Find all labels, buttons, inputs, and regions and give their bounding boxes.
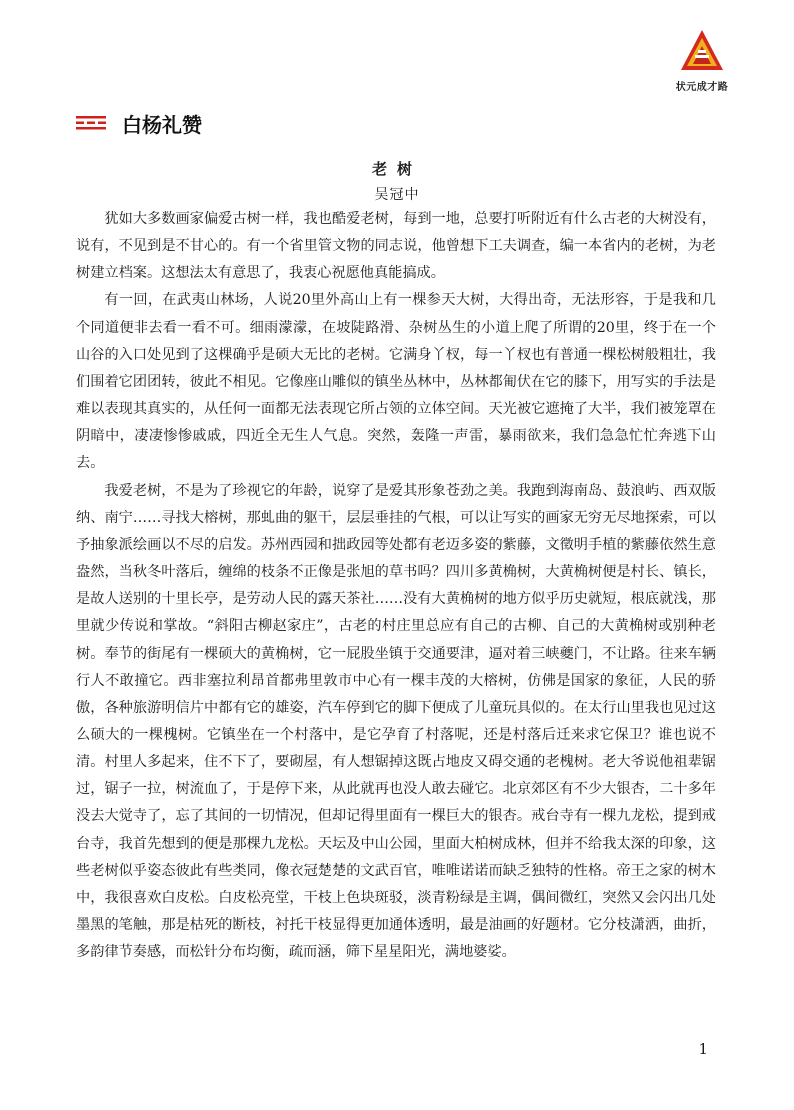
section-header <box>76 110 202 136</box>
paragraph: 我爱老树，不是为了珍视它的年龄，说穿了是爱其形象苍劲之美。我跑到海南岛、鼓浪屿、西双版纳、南宁……寻找大榕树，那虬曲的躯干，层层垂挂的气根，可以让写实的画家无穷无尽地探索，可以予抽象派绘画以不尽的启发。苏州西园和拙政园等处都有老迈多姿的紫藤，文徵明手植的紫藤依然生意盎然，当秋冬叶落后，缠绵的枝条不正像是张旭的草书吗？四川多黄桷树，大黄桷树便是村长、镇长，是故人送别的十里长亭，是劳动人民的露天茶社……没有大黄桷树的地方似乎历史就短，根底就浅，那里就少传说和掌故。“斜阳古柳赵家庄”，古老的村庄里总应有自己的古柳、自己的大黄桷树或别种老树。奉节的街尾有一棵硕大的黄桷树，它一屁股坐镇于交通要津，逼对着三峡夔门，不让路。往来车辆行人不敢撞它。西非塞拉利昂首都弗里敦市中心有一棵丰茂的大榕树，仿佛是国家的象征，人民的骄傲，各种旅游明信片中都有它的雄姿，汽车停到它的脚下便成了儿童玩具似的。在太行山里我也见过这么硕大的一棵槐树。它镇坐在一个村落中，是它孕育了村落呢，还是村落后迁来求它保卫？谁也说不清。村里人多起来，住不下了，要砌屋，有人想锯掉这既占地皮又碍交通的老槐树。老大爷说他祖辈锯过，锯子一拉，树流血了，于是停下来，从此就再也没人敢去碰它。北京郊区有不少大银杏，二十多年没去大觉寺了，忘了其间的一切情况，但却记得里面有一棵巨大的银杏。戒台寺有一棵九龙松，提到戒台寺，我首先想到的便是那棵九龙松。天坛及中山公园，里面大柏树成林，但并不给我太深的印象，这些老树似乎姿态彼此有些类同，像衣冠楚楚的文武百官，唯唯诺诺而缺乏独特的性格。帝王之家的树木中，我很喜欢白皮松。白皮松亮堂，干枝上色块斑驳，淡青粉绿是主调，偶间微红，突然又会闪出几处墨黑的笔触，那是枯死的断枝，衬托干枝显得更加通体透明，最是油画的好题材。它分枝潇洒，曲折，多韵律节奏感，而松针分布均衡，疏而涵，筛下星星阳光，满地婆娑。 <box>76 482 716 961</box>
paragraph: 有一回，在武夷山林场，人说20里外高山上有一棵参天大树，大得出奇，无法形容，于是我和几个同道便非去看一看不可。细雨濛濛，在坡陡路滑、杂树丛生的小道上爬了所谓的20里，终于在一个山谷的入口处见到了这棵确乎是硕大无比的老树。它满身丫杈，每一丫杈也有普通一棵松树般粗壮，我们围着它团团转，彼此不相见。它像座山雕似的镇坐丛林中，丛林都匍伏在它的膝下，用写实的手法是难以表现其真实的，从任何一面都无法表现它所占领的立体空间。天光被它遮掩了大半，我们被笼罩在阴暗中，凄凄惨惨戚戚，四近全无生人气息。突然，轰隆一声雷，暴雨欲来，我们急急忙忙奔逃下山去。 <box>76 292 716 472</box>
brand-logo <box>668 28 736 94</box>
page-number: 1 <box>698 1040 708 1058</box>
paragraph: 犹如大多数画家偏爱古树一样，我也酷爱老树，每到一地，总要打听附近有什么古老的大树没有，说有，不见到是不甘心的。有一个省里管文物的同志说，他曾想下工夫调查，编一本省内的老树，为老树建立档案。这想法太有意思了，我衷心祝愿他真能搞成。 <box>76 211 716 282</box>
article-title: 老树 <box>371 160 422 178</box>
logo-text: 状元成才路 <box>675 82 729 93</box>
article-body <box>76 206 716 966</box>
section-title: 白杨礼赞 <box>122 112 202 137</box>
article-author: 吴冠中 <box>374 187 420 203</box>
section-marker-icon <box>76 116 106 130</box>
mountain-logo-icon <box>679 28 725 72</box>
